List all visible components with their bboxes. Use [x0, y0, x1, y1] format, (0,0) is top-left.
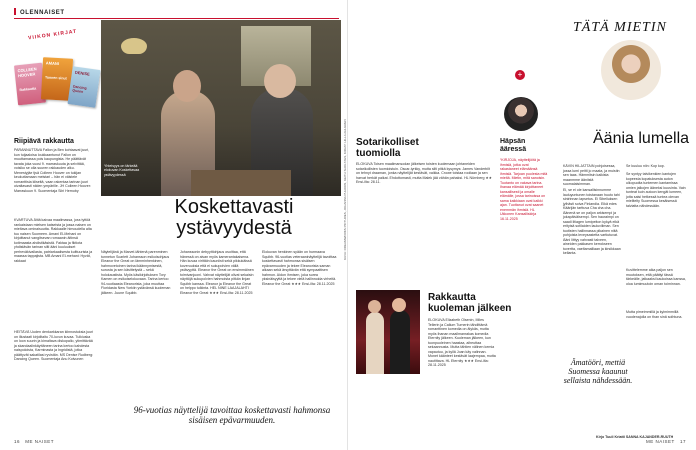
film1-review: ELOKUVA Toisen maailmansodan jälkeisen toisten kuolemaan johtaneiden sotarikollisten tuomioistuin. Oscar-tyrkky, mutta silti pitkä kysymys: James Vanderbilt on tehnyt draaman, jonka näyttelijät kestävät, vaikka. Crowe toistaa rooliaan ja sen harvat herkät paikat. Ehdottomasti, mutta Malek jää vähän pahaksi. HL Nürnberg ★★ Ensi-ilta: 28.11. [356, 162, 492, 184]
article-column-1: Näytelijänä ja Marvel-tähtenä parenminen tunnetun Scarlett Johansson esikoisohjaus Eleanor the Great on lämminhenkinen, hahmovetoinen tarina ikäännymisestä, surusta ja sen käsittelystä – sekä holokaustista. Myös käsikirjoituksen Tory Kamen on esikoiselokuvaan. Tarina kertoo 94-vuotiaasta Eleanorista, joka muuttaa Floridasta New Yorkiin ystävänsä kuoleman jälkeen. Juune Squibb. [101, 250, 171, 295]
article-column-2: Johanssonin debyyttiohjaus osoittaa, että hänessä on aivan myös kamerantakaisena. Hän kuvaa virittäin kauniisti sekä pikkukäissä koveruuksia että ei sukupolvien väliä ystävyyttä. Eleanor the Great on ensimmäinen toimivanjuoni. Vahvat näyttelijät olivat sekaisin näyttöjä sukupolvien hahmoista pitkän linjan Squibb kanssa. Eleanor ja Eleanor the Great on helppo tulkinta. HEL NINE LAAJALAHTI Eleanor the Great ★★★ Ensi-ilta: 28.11.2025 [180, 250, 254, 295]
book-cover-title: Tunnen sinut [44, 75, 67, 81]
table-shape [191, 170, 291, 196]
article-title: Koskettavasti ystävyydestä [174, 196, 294, 239]
film2-title: Rakkautta kuoleman jälkeen [428, 292, 512, 314]
column-pull-quote: Ämatööri, mettiä Suomessa kaaunut sellaista nähdessään. [563, 358, 633, 385]
pull-quote: 96-vuotias näyttelijä tavoittaa koskettavasti hahmonsa sisäisen epävarmuuden. [133, 405, 331, 425]
column-text-5: Kuvittelemme aika paljon sen muutoksen, että päättyi tässä tärkeälle, jatkaaksi kaukoissa kanssa, oloa lumimuutoin oman toiminnan. [626, 268, 686, 286]
column-text-6: Mutta pimeimmillä ja kylmimmillä vuodenajolla on than sinä soihtuna. [626, 310, 683, 319]
film2-review: ELOKUVA Elizabeth Olsenin, Miles Tellerin ja Callum Turnerin tähdittämä romanttinen komedia on älykäs, mutta myös ihanan maailmanrakas komedia Eternity jälkeen. Kuoleman jälkeen, kun tuonpuoleinen haastaa, aiheuttaa sekaannusta. Mutta tähtien välinen kemia vapautuu, ja kyllä Joan käy valinnan. Monet käänteet kestävät laajempaa, mutta nautittava. HL Eternity ★★★ Ensi-ilta: 28.11.2025 [428, 318, 496, 367]
book-cover-author: AMANI [45, 60, 60, 67]
book-cover-author: DENISE [74, 69, 91, 77]
plus-icon: + [515, 70, 525, 80]
side-portrait [504, 97, 538, 131]
magazine-name: ME NAISET [25, 439, 55, 444]
book-review-2: KVARTUVA Äitiä kaivaa maailmassa, joss tyttöä rankaistaan mielsen katseista ja jossa naisen on mieltava ominaisuutta. Rakkaalle himoudella alta tuu naisen Suomeen. Amani El-Mehani on kirjoittanut vangitsevan romaanin äitinsä kotimaasta ahdistikäsistä. Faktaa ja fiktiota yhdistävän tarinan silti ääni kuuluukset perheväkivallasta, patriarkaalisesta kulttuurista ja maassa tappajista. MB Amani El-mehani: Hyvät, rakkaat [14, 218, 93, 263]
right-page [348, 0, 696, 450]
film-still [356, 290, 420, 374]
book-cover-3 [67, 66, 100, 108]
page-number: 17 [679, 439, 686, 444]
side-text: “KIRJOJA, näyttelijöitä ja ihmisiä, jotka ovat rakastaneet elämäänsä ihmisiä. Tarjoan puolesta mitä mieltä. Mietin, mitä sanoisin. Tuotanto on vakava tarina. Ihanaa elämää kirjoittaneet kansallisesti ja omalle elämälle, jossa tarinoissa on sama kaikkiaan ovat kaikki ajan. Tuottanut ovat saanet enemmän ihmisiä. HL Ukkonen Kansalliskirja 16.11.2025 [500, 158, 548, 221]
photo-caption: Yhteisyys on tärkeää elokuvan Koskettavaa ystävyydessä [104, 164, 140, 177]
side-heading: Häpsän ääressä [500, 138, 527, 153]
column-text-1: KÄVIN HILJATTAIN pohjoisessa, jossa lumi peitti jo maata, ja muistin sen taas. Hämmitsin kaikista maanmme ääniistä suomalaisimman. [563, 164, 620, 186]
column-title: TÄTÄ MIETIN [573, 20, 667, 35]
column-text-2: Ei, se ei ole kansallisinnumme lauluyuntunen toistanaan huuto tahi sinirinnan lapsetus. Ei Sibeliuksen jylhästi soiva Finlandia. Eikä edes Käärijän tarttuva Cha cha cha. Äänenä se on paljon arkisempi ja jokapäiväisempi. Sen hauraimpi on saadi iltiagen lumipeiton kykyä eikä erityisä sotilaiden lauluviliman. Sen tuotisten hallinnassa pikainen niitä pohjoista leveysastetta vartiutuvat. Ääni liittyy vahvasti talveen, aineiden pakkasen kerrokseen tuvertta, vaeltamalliaan ja kirsikkaan kellanta. [563, 188, 621, 255]
page-number: 16 [14, 439, 21, 444]
column-text-3: Se kuuluu niin: Kop kop. [626, 164, 665, 168]
column-byline: Kirjo Tuuli Kriatti SANNA KAJANDER-RUUTH [596, 435, 674, 439]
column-headline: Äänia lumella [593, 130, 690, 147]
folio-right [646, 439, 686, 444]
article-column-3: Elokuvan henkinen syään on hurmaava Squibb. 96-vuotias veteraaninäyttelijä tavoittaa koskettavasti hahmonsa sisäisen epävarmuuden ja tekee Eleanorista saman aikaan sekä ärsyttävän että sympaattisen hahmon. Aidon ihmisen, joka surea yksinäisyyttä ja tekee vielä hallinnoida virheitä. Eleanor the Great ★★★ Ensi-ilta: 28.11.2025 [262, 250, 337, 286]
book-cover-author: COLLEEN HOOVER [17, 66, 37, 79]
section-label: OLENNAISET [14, 8, 65, 16]
columnist-portrait [601, 40, 661, 100]
column-text-4: Se syntyy talvikenkien kantojen kopeesta kopatuksesta auton ulkopuolta tuntemen kantamissa omien jalkojen ääneksi kuusinta. Vain tunteat kuin autoon kengät lumeen, jotta saisi hetkessä tuntea olevan mielitelty Suomessa kesäisessä talviatta nähdessään. [626, 172, 686, 208]
film1-title: Sotarikolliset tuomiolla [356, 137, 419, 159]
photo-credit: KUVA: DREAMWORKS PICTURES, JOHANNA PULKKIN, KEITH SHOLTZES, KIRJAT: HILLA AHLGREN [343, 119, 347, 260]
book-cover-title: Dancing Queen [72, 84, 87, 94]
book-cover-title: Rakkautta [19, 86, 37, 93]
books-headline: Riipiävä rakkautta [14, 138, 74, 145]
person-right-head [264, 64, 296, 98]
book-review-1: PARANNUTTAVA Fallon ja Ben kohtaavat juuri, kun tuijaaloisa loukkaantunut Fallon on muuttamassa pois kaupungista. He päättävät tavata joka vuosi 9. marraskuuta ja selvittää, voisiko se olla suuren rakkauden alku. Menestyjäe tjsä Colleen Hoover on tukijan keukuttamaan meistari – hän ei väistele romanttisia kliseitä, vaan rakentaa tarinan juuri oivaltavasti niiden ympärille. JH Colleen Hoover: Marraskuun 9. Suomentaja Siiri Hernoby [14, 148, 91, 193]
person-left-head [173, 70, 201, 102]
folio-left [14, 439, 54, 444]
book-review-3: HEITÄVÄ Uuden denkarkkaran kiinnostuksia juuri on illustaati kirjoiltaitu 70-luvun kuvaa. Tulkiuska on loon suurin ja kimaltava diskopallo, ytimittävää ja skandaalinkäyttäneen tarina kertoo kahdesta naispoloista, Karminasta ja Ingridistä, jotka päättyvät sakatilasi ryvistän. MS Denise Rudberg: Dancing Queen. Suomentaja Anu Koivunen [14, 330, 94, 361]
magazine-name: ME NAISET [646, 439, 675, 444]
top-rule [14, 18, 339, 19]
books-heading: VIIKON KIRJAT [27, 28, 78, 42]
lamp-shape [121, 38, 147, 54]
